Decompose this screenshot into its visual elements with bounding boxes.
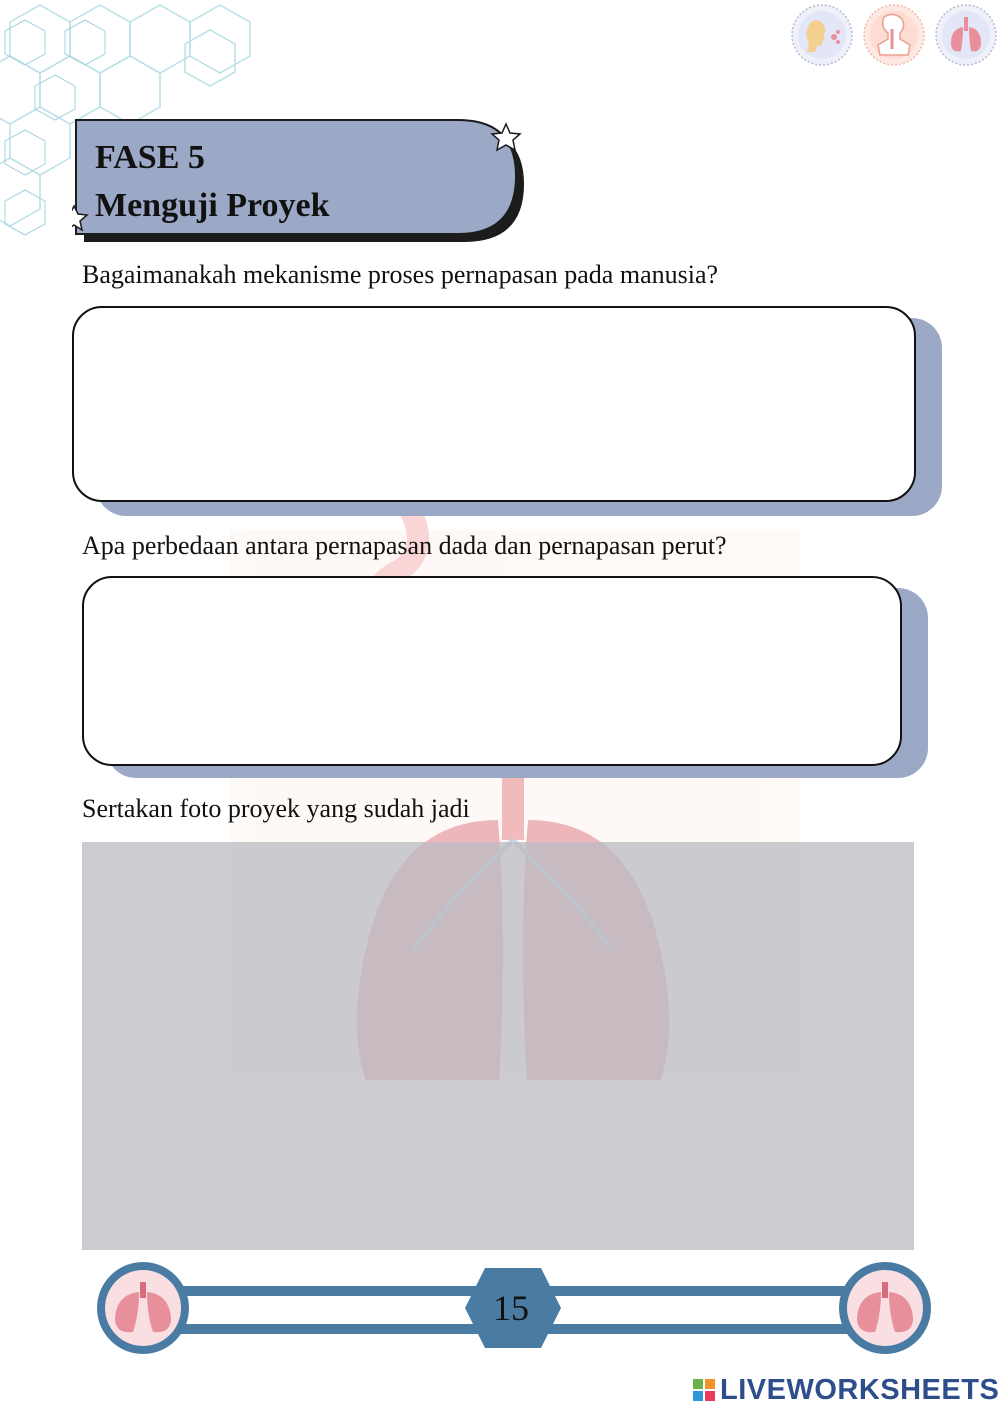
lungs-icon (839, 1262, 931, 1354)
answer-box-2[interactable] (82, 576, 902, 766)
photo-upload-area[interactable] (82, 842, 914, 1250)
lungs-icon (934, 3, 998, 67)
phase-title: Menguji Proyek (95, 187, 330, 224)
throat-airway-icon (862, 3, 926, 67)
liveworksheets-logo[interactable] (692, 1374, 999, 1406)
answer-box-1[interactable] (72, 306, 916, 502)
phase-heading (95, 134, 330, 230)
phase-label: FASE 5 (95, 139, 205, 176)
lungs-icon (97, 1262, 189, 1354)
question-1: Bagaimanakah mekanisme proses pernapasan pada manusia? (82, 260, 719, 289)
brand-text: LIVEWORKSHEETS (720, 1373, 1000, 1406)
photo-section-label: Sertakan foto proyek yang sudah jadi (82, 794, 470, 823)
question-2: Apa perbedaan antara pernapasan dada dan pernapasan perut? (82, 531, 727, 560)
page-number: 15 (493, 1288, 529, 1328)
logo-grid-icon (692, 1378, 716, 1402)
breathing-person-icon (790, 3, 854, 67)
